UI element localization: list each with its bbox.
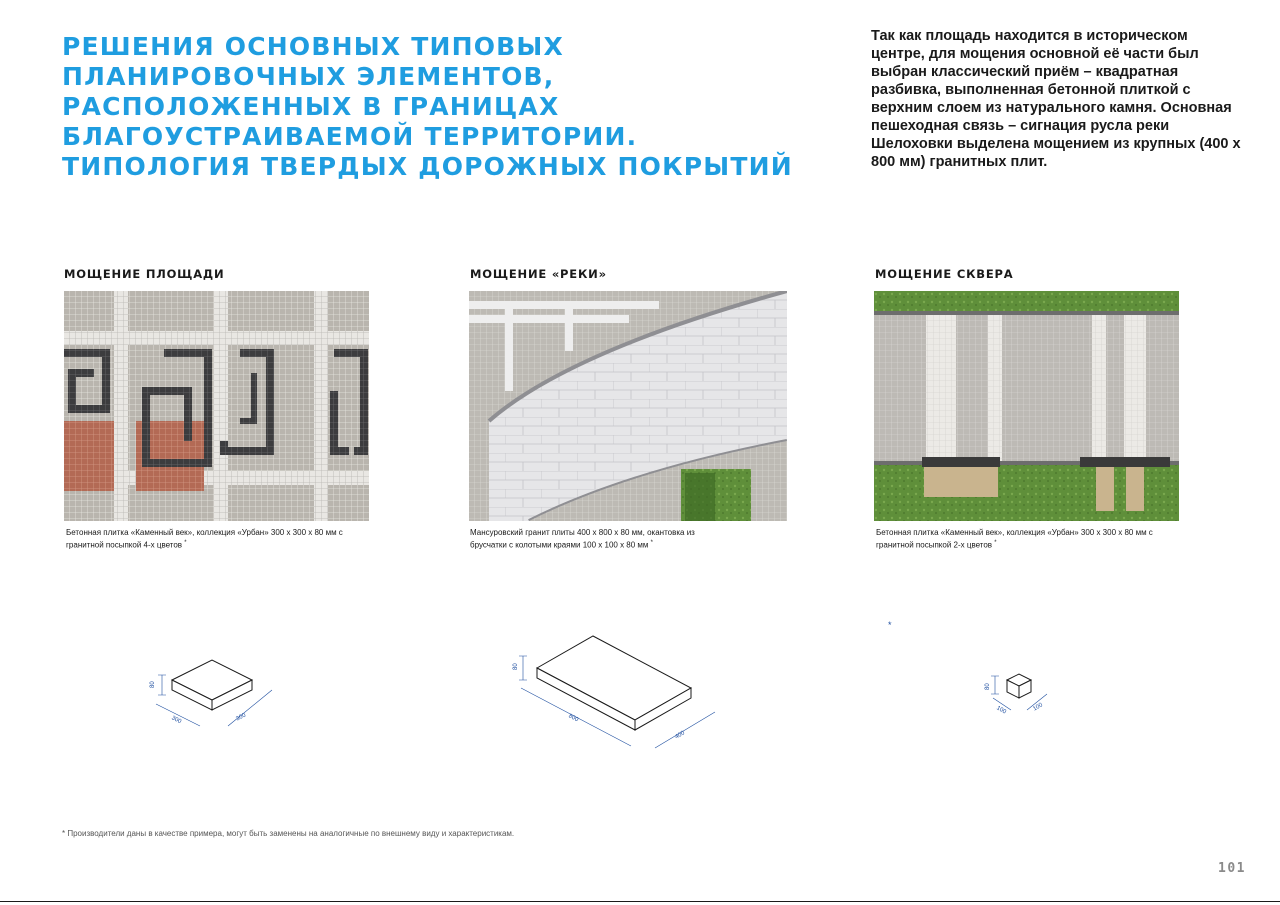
- caption-square-line2: гранитной посыпкой 4-х цветов: [66, 540, 183, 550]
- caption-river-line1: Мансуровский гранит плиты 400 х 800 х 80 мм, окантовка из: [470, 528, 695, 537]
- bottom-rule: [0, 901, 1280, 902]
- page-number: 101: [1218, 861, 1246, 876]
- caption-square: [66, 527, 366, 551]
- section-title-park: МОЩЕНИЕ СКВЕРА: [875, 267, 1014, 281]
- dim-width: 300: [235, 712, 247, 723]
- stray-footnote-mark: *: [888, 620, 892, 630]
- section-title-square: МОЩЕНИЕ ПЛОЩАДИ: [64, 267, 225, 281]
- footnote: * Производители даны в качестве примера, могут быть заменены на аналогичные по внешнему виду и характеристикам.: [62, 829, 515, 838]
- caption-park-line2: гранитной посыпкой 2-х цветов: [876, 540, 993, 550]
- caption-park-line1: Бетонная плитка «Каменный век», коллекция «Урбан» 300 х 300 х 80 мм с: [876, 528, 1153, 537]
- dim-height: 80: [513, 663, 519, 670]
- dim-height: 80: [150, 681, 156, 688]
- caption-square-line1: Бетонная плитка «Каменный век», коллекция «Урбан» 300 х 300 х 80 мм с: [66, 528, 343, 537]
- tile-diagram-300x300: [140, 650, 280, 735]
- dim-height: 80: [985, 683, 991, 690]
- footnote-mark: *: [184, 540, 187, 546]
- dim-length: 300: [170, 715, 183, 726]
- dim-width: 100: [1032, 702, 1044, 713]
- dim-length: 100: [995, 705, 1007, 716]
- caption-park: [876, 527, 1176, 551]
- intro-text: Так как площадь находится в историческом центре, для мощения основной её части был выбран классический приём – квадратная разбивка, выполненная бетонной плиткой с верхним слоем из натурального камня. Основная пешеходная связь – сигнация русла реки Шелоховки выделена мощением из крупных (400 х 800 мм) гранитных плит.: [871, 28, 1241, 170]
- caption-river: [470, 527, 780, 551]
- dim-width: 400: [674, 730, 686, 741]
- paving-photo-park: [874, 291, 1179, 521]
- paving-photo-square: [64, 291, 369, 521]
- section-title-river: МОЩЕНИЕ «РЕКИ»: [470, 267, 607, 281]
- page-title: РЕШЕНИЯ ОСНОВНЫХ ТИПОВЫХ ПЛАНИРОВОЧНЫХ ЭЛЕМЕНТОВ, РАСПОЛОЖЕННЫХ В ГРАНИЦАХ БЛАГОУСТРАИВАЕМОЙ ТЕРРИТОРИИ. ТИПОЛОГИЯ ТВЕРДЫХ ДОРОЖНЫХ ПОКРЫТИЙ: [62, 32, 793, 181]
- footnote-mark: *: [650, 540, 653, 546]
- caption-river-line2: брусчатки с колотыми краями 100 х 100 х 80 мм: [470, 540, 649, 550]
- paving-photo-river: [469, 291, 787, 521]
- dim-length: 800: [567, 713, 580, 724]
- footnote-mark: *: [994, 540, 997, 546]
- tile-diagram-100x100: [975, 660, 1065, 720]
- tile-diagram-800x400: [505, 632, 725, 757]
